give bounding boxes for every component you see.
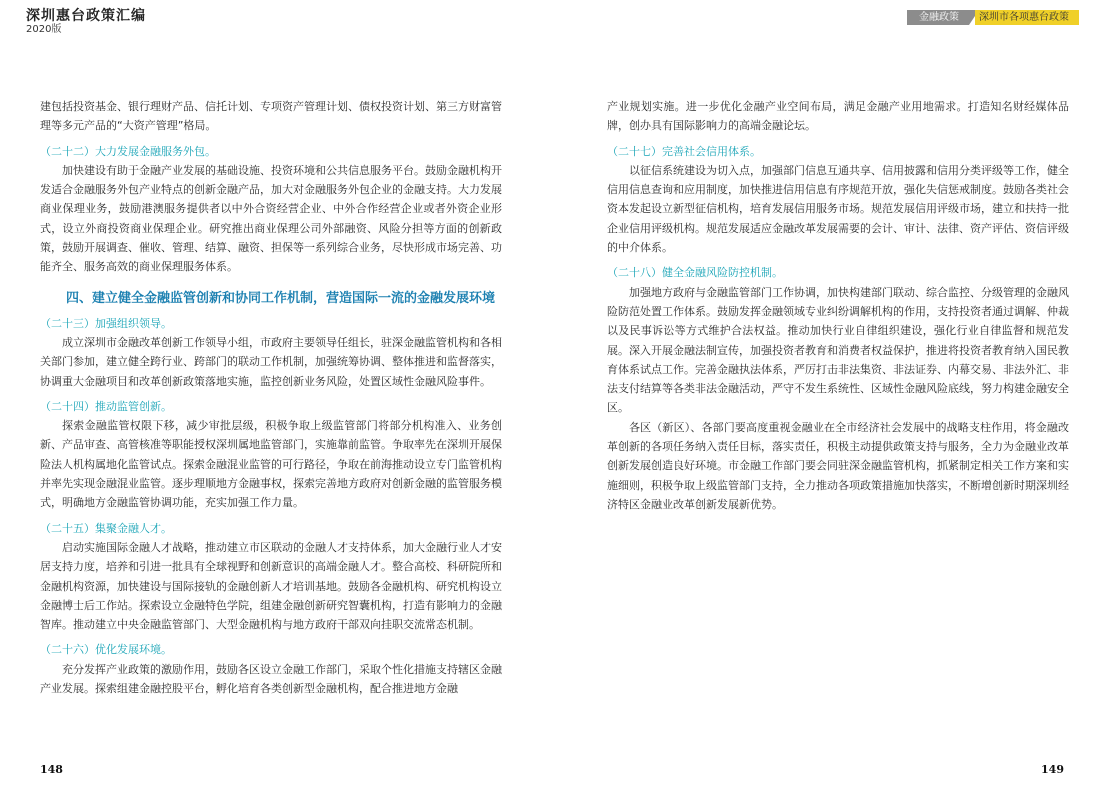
subheading-28: （二十八）健全金融风险防控机制。: [607, 266, 783, 280]
paragraph-25: 启动实施国际金融人才战略，推动建立市区联动的金融人才支持体系，加大金融行业人才安居支持力度，培养和引进一批具有全球视野和创新意识的高端金融人才。整合高校、科研院所和金融机构资源，加快建设与国际接轨的金融创新人才培训基地。鼓励各金融机构、研究机构设立金融博士后工作站。探索设立金融特色学院，组建金融创新研究智囊机构，打造有影响力的金融智库。推动建立中央金融监管部门、大型金融机构与地方政府干部双向挂职交流常态机制。: [40, 540, 502, 632]
left-column: [40, 97, 502, 698]
paragraph-continued-right: 产业规划实施。进一步优化金融产业空间布局，满足金融产业用地需求。打造知名财经媒体品牌，创办具有国际影响力的高端金融论坛。: [607, 100, 1069, 133]
paragraph-26: 充分发挥产业政策的激励作用，鼓励各区设立金融工作部门，采取个性化措施支持辖区金融产业发展。探索组建金融控股平台，孵化培育各类创新型金融机构，配合推进地方金融: [40, 662, 502, 696]
subheading-23: （二十三）加强组织领导。: [40, 316, 172, 330]
tag-financial-policy: 金融政策: [907, 10, 969, 25]
paragraph-22: 加快建设有助于金融产业发展的基础设施、投资环境和公共信息服务平台。鼓励金融机构开发适合金融服务外包产业特点的创新金融产品，加大对金融服务外包企业的金融支持。大力发展商业保理业务，鼓励港澳服务提供者以中外合资经营企业、中外合作经营企业或者外资企业形式，设立外商投资商业保理企业。研究推出商业保理公司外部融资、风险分担等方面的创新政策，鼓励开展调查、催收、管理、结算、融资、担保等一系列综合业务，尽快形成市场完善、功能齐全、服务高效的商业保理服务体系。: [40, 163, 502, 274]
book-title: 深圳惠台政策汇编: [26, 8, 146, 24]
page-header: [26, 8, 146, 36]
section-heading-4: 四、建立健全金融监管创新和协同工作机制，营造国际一流的金融发展环境: [66, 290, 496, 306]
subheading-25: （二十五）集聚金融人才。: [40, 521, 172, 535]
subheading-24: （二十四）推动监管创新。: [40, 399, 172, 413]
subheading-27: （二十七）完善社会信用体系。: [607, 144, 761, 158]
paragraph-27: 以征信系统建设为切入点，加强部门信息互通共享、信用披露和信用分类评级等工作，健全信用信息查询和应用制度，加快推进信用信息有序规范开放，强化失信惩戒制度。鼓励各类社会资本发起设立新型征信机构，培育发展信用服务市场。规范发展信用评级市场，建立和扶持一批企业信用评级机构。规范发展适应金融改革发展需要的会计、审计、法律、资产评估、资信评级的中介体系。: [607, 163, 1069, 255]
paragraph-23: 成立深圳市金融改革创新工作领导小组，市政府主要领导任组长，驻深金融监管机构和各相关部门参加，建立健全跨行业、跨部门的联动工作机制，加强统筹协调、整体推进和监督落实，协调重大金融项目和改革创新政策落地实施，监控创新业务风险，处置区域性金融风险事件。: [40, 335, 502, 388]
tag-shenzhen-policies: 深圳市各项惠台政策: [975, 10, 1079, 25]
header-tags: [907, 10, 1079, 25]
paragraph-28a: 加强地方政府与金融监管部门工作协调，加快构建部门联动、综合监控、分级管理的金融风险防范处置工作体系。鼓励发挥金融领域专业纠纷调解机构的作用，支持投资者通过调解、仲裁以及民事诉讼等方式维护合法权益。推动加快行业自律组织建设，强化行业自律监督和规范发展。深入开展金融法制宣传，加强投资者教育和消费者权益保护，推进将投资者教育纳入国民教育体系试点工作。完善金融执法体系，严厉打击非法集资、非法证券、内幕交易、非法外汇、非法支付结算等各类非法金融活动，严守不发生系统性、区域性金融风险底线，努力构建金融安全区。: [607, 285, 1069, 415]
right-column: [607, 97, 1069, 514]
paragraph-continued: 建包括投资基金、银行理财产品、信托计划、专项资产管理计划、债权投资计划、第三方财富管理等多元产品的“大资产管理”格局。: [40, 100, 502, 133]
page-number-left: 148: [40, 763, 63, 776]
subheading-22: （二十二）大力发展金融服务外包。: [40, 144, 216, 158]
paragraph-24: 探索金融监管权限下移，减少审批层级，积极争取上级监管部门将部分机构准入、业务创新、产品审查、高管核准等职能授权深圳属地监管部门，实施靠前监管。争取率先在深圳开展保险法人机构属地化监管试点。探索金融混业监管的可行路径，争取在前海推动设立专门监管机构并率先实现金融混业监管。逐步理顺地方金融事权，探索完善地方政府对创新金融的监管服务模式，明确地方金融监管协调功能，充实加强工作力量。: [40, 419, 502, 510]
book-edition: 2020版: [26, 24, 62, 35]
page-number-right: 149: [1041, 763, 1064, 776]
paragraph-28b: 各区（新区）、各部门要高度重视金融业在全市经济社会发展中的战略支柱作用，将金融改革创新的各项任务纳入责任目标，落实责任，积极主动提供政策支持与服务，全力为金融业改革创新发展创造良好环境。市金融工作部门要会同驻深金融监管机构，抓紧制定相关工作方案和实施细则，积极争取上级监管部门支持，全力推动各项政策措施加快落实，不断增创新时期深圳经济特区金融业改革创新发展新优势。: [607, 420, 1069, 511]
subheading-26: （二十六）优化发展环境。: [40, 643, 172, 657]
